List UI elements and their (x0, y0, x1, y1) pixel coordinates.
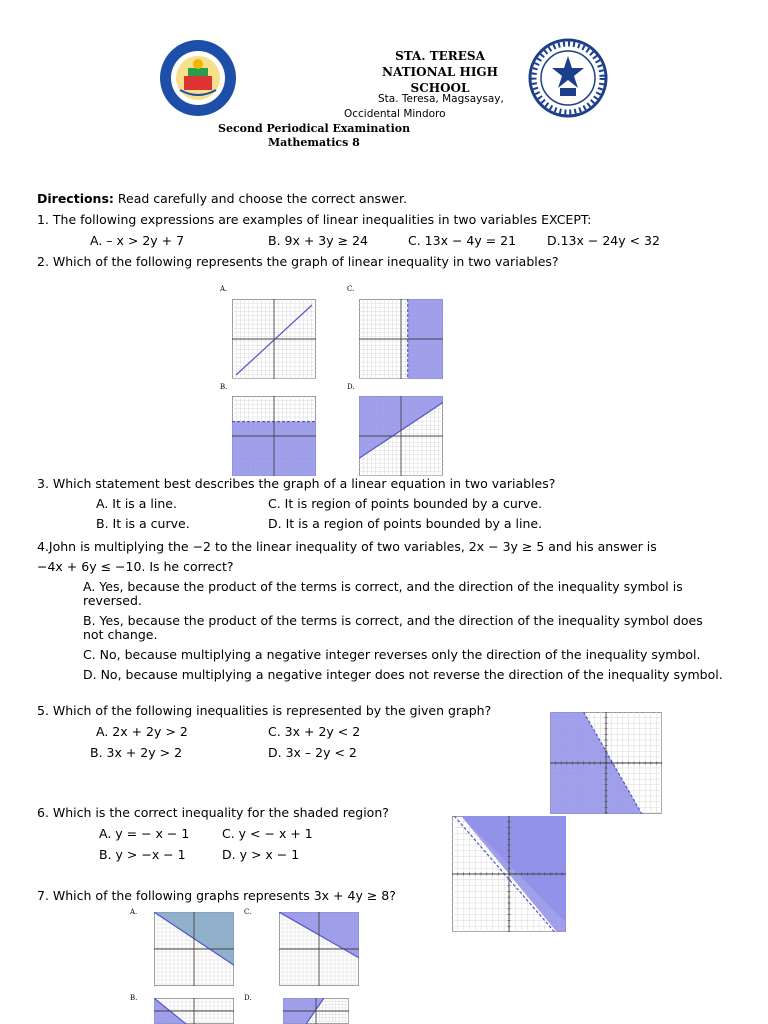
q1-choice-d: D.13x − 24y < 32 (547, 233, 660, 248)
directions-text: Read carefully and choose the correct answer. (113, 191, 407, 206)
q5-stem: 5. Which of the following inequalities is represented by the given graph? (37, 703, 492, 718)
q4-choice-a: A. Yes, because the product of the terms is correct, and the direction of the inequality symbol is reversed. (83, 579, 683, 608)
q2-graph-b[interactable] (232, 396, 316, 476)
q2-graph-d[interactable] (359, 396, 443, 476)
q5-choice-a: A. 2x + 2y > 2 (96, 724, 188, 739)
q2-label-b: B. (220, 383, 228, 391)
q5-choice-b: B. 3x + 2y > 2 (90, 745, 183, 760)
q3-stem: 3. Which statement best describes the graph of a linear equation in two variables? (37, 476, 556, 491)
q2-label-a: A. (220, 285, 228, 293)
q7-graph-c[interactable] (279, 912, 359, 986)
q4-choice-c: C. No, because multiplying a negative integer reverses only the direction of the inequality symbol. (83, 647, 701, 662)
address-line2: Occidental Mindoro (344, 108, 446, 120)
q7-label-a: A. (130, 908, 138, 916)
q5-graph (550, 712, 662, 814)
q7-graph-d[interactable] (283, 998, 349, 1024)
q5-choice-d: D. 3x – 2y < 2 (268, 745, 357, 760)
q3-choice-a: A. It is a line. (96, 496, 177, 511)
q2-graph-c[interactable] (359, 299, 443, 379)
q7-stem: 7. Which of the following graphs represents 3x + 4y ≥ 8? (37, 888, 396, 903)
q2-label-c: C. (347, 285, 355, 293)
q7-graph-b[interactable] (154, 998, 234, 1024)
school-name (360, 48, 520, 96)
q7-graph-a[interactable] (154, 912, 234, 986)
q7-label-b: B. (130, 994, 138, 1002)
q4-choice-d: D. No, because multiplying a negative integer does not reverse the direction of the inequality symbol. (83, 667, 723, 682)
q7-label-d: D. (244, 994, 252, 1002)
q6-graph (452, 816, 566, 932)
exam-title: Second Periodical Examination (218, 122, 411, 135)
q6-stem: 6. Which is the correct inequality for the shaded region? (37, 805, 389, 820)
school-name-line2: NATIONAL HIGH (381, 65, 499, 79)
deped-seal-logo (528, 38, 608, 118)
q6-choice-b: B. y > −x − 1 (99, 847, 186, 862)
directions-label: Directions: (37, 191, 114, 206)
q7-label-c: C. (244, 908, 252, 916)
q1-stem: 1. The following expressions are examples of linear inequalities in two variables EXCEPT: (37, 212, 592, 227)
school-name-line1: STA. TERESA (395, 49, 485, 63)
q6-choice-c: C. y < − x + 1 (222, 826, 313, 841)
school-seal-logo (158, 38, 238, 118)
q3-choice-b: B. It is a curve. (96, 516, 190, 531)
q3-choice-c: C. It is region of points bounded by a curve. (268, 496, 542, 511)
address-line1: Sta. Teresa, Magsaysay, (378, 93, 504, 105)
q6-choice-a: A. y = − x − 1 (99, 826, 190, 841)
school-name-line3: SCHOOL (410, 81, 470, 95)
q2-label-d: D. (347, 383, 355, 391)
q6-choice-d: D. y > x − 1 (222, 847, 300, 862)
q3-choice-d: D. It is a region of points bounded by a line. (268, 516, 543, 531)
q4-choice-b: B. Yes, because the product of the terms is correct, and the direction of the inequality symbol does not change. (83, 613, 703, 642)
directions (37, 191, 407, 206)
q2-stem: 2. Which of the following represents the graph of linear inequality in two variables? (37, 254, 559, 269)
q4-stem-part1: 4.John is multiplying the −2 to the linear inequality of two variables, 2x − 3y ≥ 5 and his answer is (37, 539, 657, 554)
q1-choice-c: C. 13x − 4y = 21 (408, 233, 517, 248)
q1-choice-a: A. – x > 2y + 7 (90, 233, 185, 248)
q5-choice-c: C. 3x + 2y < 2 (268, 724, 361, 739)
q4-stem-part2: −4x + 6y ≤ −10. Is he correct? (37, 559, 234, 574)
q1-choice-b: B. 9x + 3y ≥ 24 (268, 233, 368, 248)
exam-subject: Mathematics 8 (268, 136, 360, 149)
q2-graph-a[interactable] (232, 299, 316, 379)
